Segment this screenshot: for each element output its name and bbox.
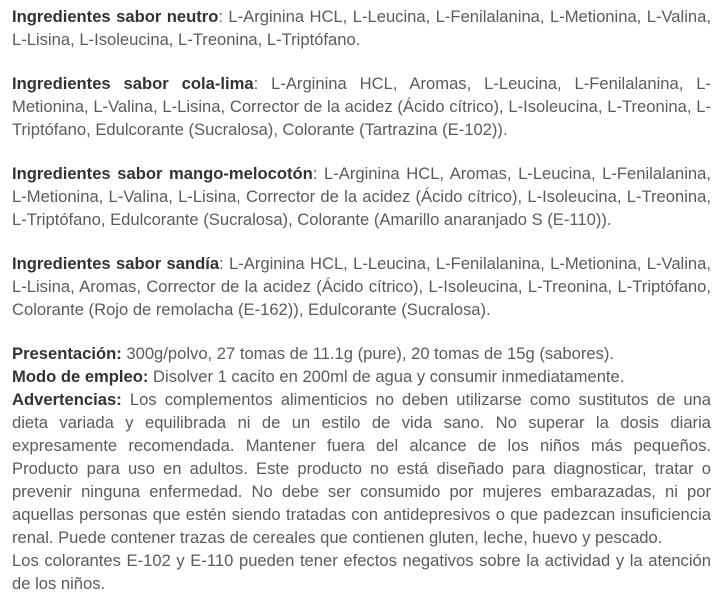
warnings-text: Los complementos alimenticios no deben utilizarse como sustitutos de una dieta variada y equilibrada ni de un estilo de vida sano. No superar la dosis diaria expresamente recomendada. Mantener fuera del alcance de los niños más pequeños. Producto para uso en adultos. Este producto no está diseñado para diagnosticar, tratar o prevenir ninguna enfermedad. No debe ser consumido por mujeres embarazadas, ni por aquellas personas que estén siendo tratadas con antidepresivos o que padezcan insuficiencia renal. Puede contener trazas de cereales que contienen gluten, leche, huevo y pescado. xyxy=(12,390,711,547)
ingredients-label: Ingredientes sabor sandía xyxy=(12,254,220,273)
product-info-block xyxy=(12,342,711,595)
presentation-line xyxy=(12,342,711,365)
ingredients-text: : L-Arginina HCL, L-Leucina, L-Fenilalanina, L-Metionina, L-Valina, L-Lisina, Aromas, Corrector de la acidez (Ácido cítrico), L-Isoleucina, L-Treonina, L-Triptófano, Colorante (Rojo de remolacha (E-162)), Edulcorante (Sucralosa). xyxy=(12,254,711,319)
ingredients-cola-lima xyxy=(12,72,711,141)
ingredients-text: : L-Arginina HCL, Aromas, L-Leucina, L-Fenilalanina, L-Metionina, L-Valina, L-Lisina, Corrector de la acidez (Ácido cítrico), L-Isoleucina, L-Treonina, L-Triptófano, Edulcorante (Sucralosa), Colorante (Tartrazina (E-102)). xyxy=(12,74,711,139)
colorants-note: Los colorantes E-102 y E-110 pueden tener efectos negativos sobre la actividad y la atención de los niños. xyxy=(12,551,711,593)
ingredients-text: : L-Arginina HCL, Aromas, L-Leucina, L-Fenilalanina, L-Metionina, L-Valina, L-Lisina, Corrector de la acidez (Ácido cítrico), L-Isoleucina, L-Treonina, L-Triptófano, Edulcorante (Sucralosa), Colorante (Amarillo anaranjado S (E-110)). xyxy=(12,164,711,229)
warnings-label: Advertencias: xyxy=(12,390,122,409)
ingredients-label: Ingredientes sabor neutro xyxy=(12,7,219,26)
usage-text: Disolver 1 cacito en 200ml de agua y consumir inmediatamente. xyxy=(148,367,625,386)
ingredients-neutro xyxy=(12,5,711,51)
warnings-paragraph xyxy=(12,388,711,549)
presentation-label: Presentación: xyxy=(12,344,122,363)
usage-label: Modo de empleo: xyxy=(12,367,149,386)
ingredients-sandia xyxy=(12,252,711,321)
ingredients-label: Ingredientes sabor cola-lima xyxy=(12,74,254,93)
ingredients-mango-melocoton xyxy=(12,162,711,231)
ingredients-label: Ingredientes sabor mango-melocotón xyxy=(12,164,313,183)
presentation-text: 300g/polvo, 27 tomas de 11.1g (pure), 20 tomas de 15g (sabores). xyxy=(121,344,615,363)
ingredients-text: : L-Arginina HCL, L-Leucina, L-Fenilalanina, L-Metionina, L-Valina, L-Lisina, L-Isoleucina, L-Treonina, L-Triptófano. xyxy=(12,7,711,49)
usage-line xyxy=(12,365,711,388)
